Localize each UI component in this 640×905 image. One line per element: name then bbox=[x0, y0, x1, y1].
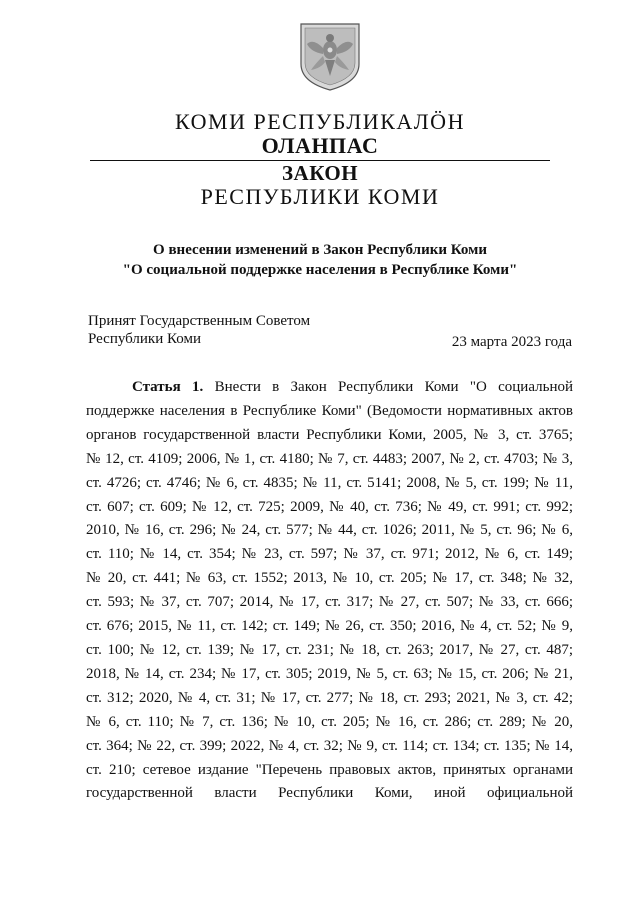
article-line: ст. 100; № 12, ст. 139; № 17, ст. 231; № 18, ст. 263; 2017, № 27, ст. 487; bbox=[86, 641, 573, 658]
article-line: № 20, ст. 441; № 63, ст. 1552; 2013, № 10, ст. 205; № 17, ст. 348; № 32, bbox=[86, 570, 573, 587]
article-line: № 12, ст. 4109; 2006, № 1, ст. 4180; № 7, ст. 4483; 2007, № 2, ст. 4703; № 3, bbox=[86, 450, 573, 467]
adoption-date: 23 марта 2023 года bbox=[451, 334, 572, 350]
law-title-line-2: "О социальной поддержке населения в Республике Коми" bbox=[122, 262, 518, 278]
article-line: ст. 676; 2015, № 11, ст. 142; ст. 149; № 26, ст. 350; 2016, № 4, ст. 52; № 9, bbox=[86, 618, 573, 635]
article-heading: Статья 1. bbox=[132, 379, 204, 395]
law-title-line-1: О внесении изменений в Закон Республики Коми bbox=[153, 242, 487, 258]
article-line: поддержке населения в Республике Коми" (Ведомости нормативных актов bbox=[86, 402, 573, 419]
header-komi-name: КОМИ РЕСПУБЛИКАЛÖН bbox=[175, 109, 465, 134]
header-komi-law: ОЛАНПАС bbox=[261, 133, 379, 158]
adopted-by-line-1: Принят Государственным Советом bbox=[88, 313, 311, 329]
article-line: органов государственной власти Республики Коми, 2005, № 3, ст. 3765; bbox=[86, 426, 573, 443]
article-line: ст. 607; ст. 609; № 12, ст. 725; 2009, № 40, ст. 736; № 49, ст. 991; ст. 992; bbox=[86, 498, 573, 515]
article-line: ст. 110; № 14, ст. 354; № 23, ст. 597; № 37, ст. 971; 2012, № 6, ст. 149; bbox=[86, 546, 573, 563]
article-line: ст. 4726; ст. 4746; № 6, ст. 4835; № 11, ст. 5141; 2008, № 5, ст. 199; № 11, bbox=[86, 474, 573, 491]
article-line: ст. 593; № 37, ст. 707; 2014, № 17, ст. 317; № 27, ст. 507; № 33, ст. 666; bbox=[86, 594, 573, 611]
article-line: № 6, ст. 110; № 7, ст. 136; № 10, ст. 205; № 16, ст. 286; ст. 289; № 20, bbox=[86, 713, 573, 730]
article-line: государственной власти Республики Коми, иной официальной bbox=[86, 785, 573, 802]
article-line: ст. 210; сетевое издание "Перечень правовых актов, принятых органами bbox=[86, 761, 573, 778]
article-line: 2018, № 14, ст. 234; № 17, ст. 305; 2019, № 5, ст. 63; № 15, ст. 206; № 21, bbox=[86, 665, 573, 682]
adopted-by-line-2: Республики Коми bbox=[88, 331, 201, 347]
coat-of-arms-emblem bbox=[295, 20, 365, 92]
article-line: Статья 1. Внести в Закон Республики Коми "О социальной bbox=[132, 379, 573, 395]
article-line: ст. 312; 2020, № 4, ст. 31; № 17, ст. 277; № 18, ст. 293; 2021, № 3, ст. 42; bbox=[86, 689, 573, 706]
article-1-text bbox=[86, 376, 573, 806]
header-law: ЗАКОН bbox=[281, 161, 359, 185]
header-republic: РЕСПУБЛИКИ КОМИ bbox=[200, 184, 440, 209]
article-line: 2010, № 16, ст. 296; № 24, ст. 577; № 44, ст. 1026; 2011, № 5, ст. 96; № 6, bbox=[86, 522, 573, 539]
article-line: ст. 364; № 22, ст. 399; 2022, № 4, ст. 32; № 9, ст. 114; ст. 134; ст. 135; № 14, bbox=[86, 737, 573, 754]
